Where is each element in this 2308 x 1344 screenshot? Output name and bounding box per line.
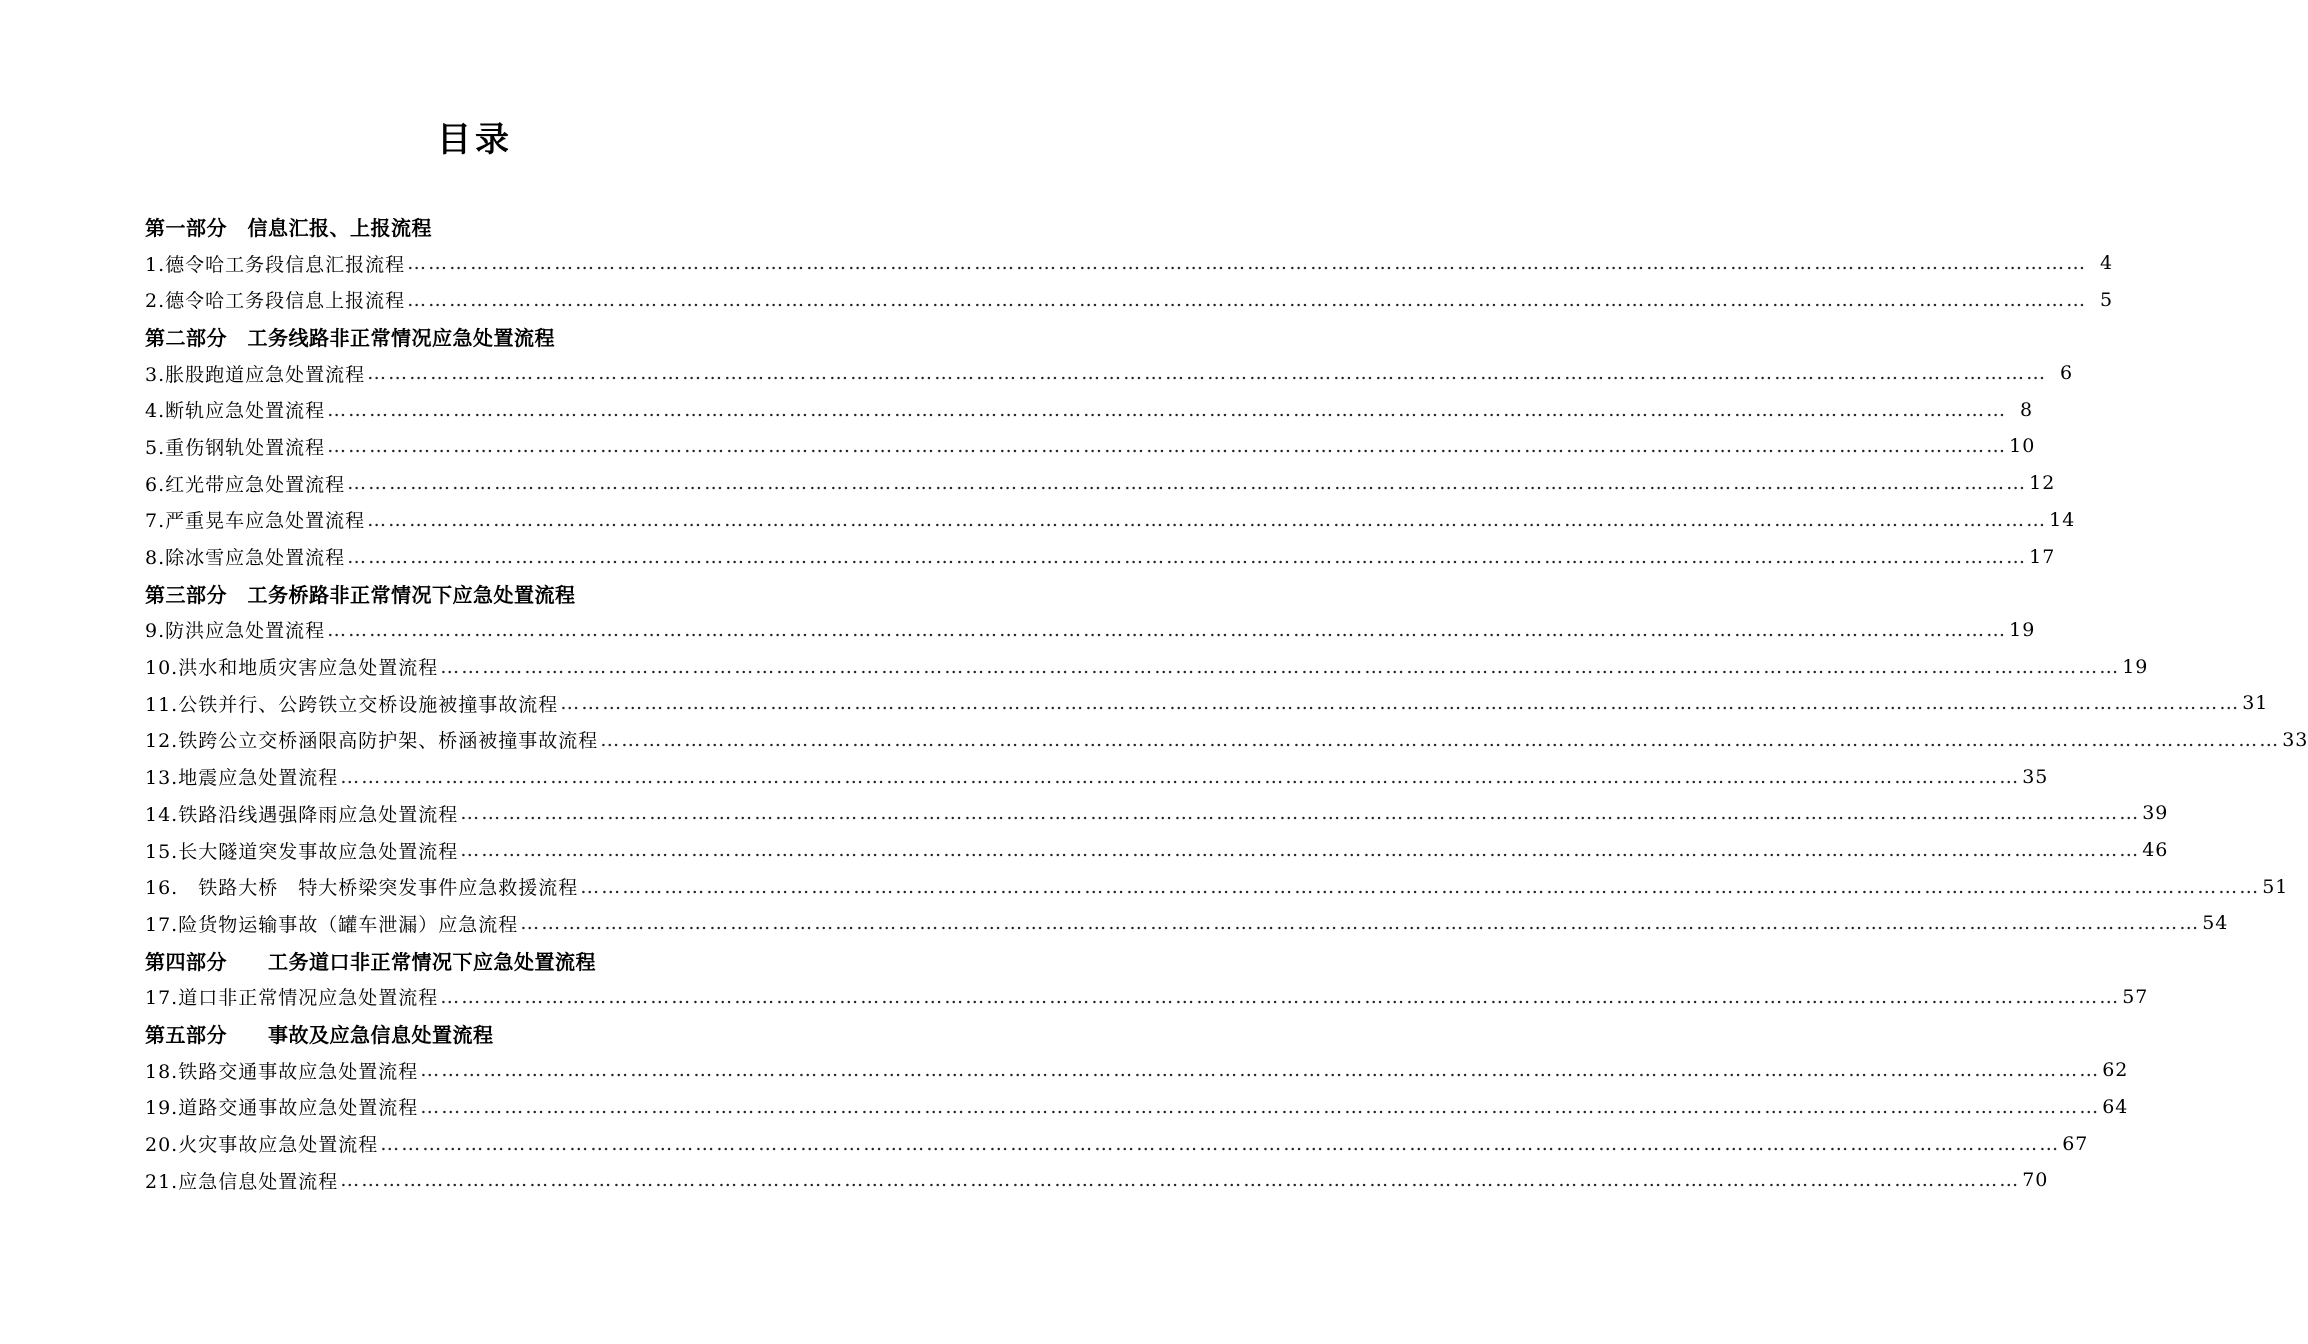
dot-leader: …………………………………………………………………………………………………………………………………………………………………………………………………………………… bbox=[327, 435, 2008, 458]
toc-entry[interactable] bbox=[145, 281, 2114, 318]
entry-page-number: 64 bbox=[2102, 1095, 2129, 1118]
toc-entry[interactable] bbox=[145, 1052, 2129, 1089]
entry-title: 13.地震应急处置流程 bbox=[145, 767, 339, 790]
entry-title: 17.险货物运输事故（罐车泄漏）应急流程 bbox=[145, 913, 519, 936]
entry-page-number: 6 bbox=[2060, 362, 2074, 385]
dot-leader: …………………………………………………………………………………………………………………………………………………………………………………………………………………… bbox=[420, 1059, 2101, 1082]
toc-entry[interactable] bbox=[145, 978, 2149, 1015]
dot-leader: …………………………………………………………………………………………………………………………………………………………………………………………………………………… bbox=[440, 985, 2121, 1008]
entry-title: 16. 铁路大桥 特大桥梁突发事件应急救援流程 bbox=[145, 877, 579, 900]
entry-page-number: 19 bbox=[2009, 618, 2036, 641]
toc-entry[interactable] bbox=[145, 722, 2308, 759]
toc-section-heading bbox=[145, 318, 805, 355]
dot-leader: …………………………………………………………………………………………………………………………………………………………………………………………………………………… bbox=[340, 765, 2021, 788]
entry-title: 17.道口非正常情况应急处置流程 bbox=[145, 987, 439, 1010]
entry-page-number: 35 bbox=[2022, 765, 2049, 788]
section-heading-text: 第二部分 工务线路非正常情况应急处置流程 bbox=[145, 325, 555, 350]
entry-page-number: 57 bbox=[2122, 985, 2149, 1008]
toc-entry[interactable] bbox=[145, 795, 2169, 832]
dot-leader: …………………………………………………………………………………………………………………………………………………………………………………………………………………… bbox=[560, 692, 2241, 715]
toc-entry[interactable] bbox=[145, 1089, 2129, 1126]
toc-entry[interactable] bbox=[145, 612, 2036, 649]
toc-section-heading bbox=[145, 208, 805, 245]
entry-title: 8.除冰雪应急处置流程 bbox=[145, 547, 346, 570]
dot-leader: …………………………………………………………………………………………………………………………………………………………………………………………………………………… bbox=[367, 362, 2048, 385]
page-title: 目录 bbox=[437, 120, 513, 160]
entry-page-number: 14 bbox=[2049, 508, 2076, 531]
toc-entry[interactable] bbox=[145, 905, 2229, 942]
toc-entry[interactable] bbox=[145, 868, 2289, 905]
toc-entry[interactable] bbox=[145, 832, 2169, 869]
entry-page-number: 8 bbox=[2020, 398, 2034, 421]
entry-title: 19.道路交通事故应急处置流程 bbox=[145, 1097, 419, 1120]
dot-leader: …………………………………………………………………………………………………………………………………………………………………………………………………………………… bbox=[440, 655, 2121, 678]
entry-page-number: 12 bbox=[2029, 472, 2056, 495]
toc-entry[interactable] bbox=[145, 538, 2056, 575]
entry-page-number: 19 bbox=[2122, 655, 2149, 678]
dot-leader: …………………………………………………………………………………………………………………………………………………………………………………………………………………… bbox=[347, 472, 2028, 495]
entry-page-number: 46 bbox=[2142, 839, 2169, 862]
entry-title: 14.铁路沿线遇强降雨应急处置流程 bbox=[145, 803, 459, 826]
toc-entry[interactable] bbox=[145, 245, 2114, 282]
entry-title: 15.长大隧道突发事故应急处置流程 bbox=[145, 840, 459, 863]
entry-title: 7.严重晃车应急处置流程 bbox=[145, 510, 366, 533]
dot-leader: …………………………………………………………………………………………………………………………………………………………………………………………………………………… bbox=[520, 912, 2201, 935]
toc-entry[interactable] bbox=[145, 355, 2074, 392]
entry-title: 3.胀股跑道应急处置流程 bbox=[145, 363, 366, 386]
entry-title: 18.铁路交通事故应急处置流程 bbox=[145, 1060, 419, 1083]
toc-entry[interactable] bbox=[145, 502, 2076, 539]
entry-title: 12.铁跨公立交桥涵限高防护架、桥涵被撞事故流程 bbox=[145, 730, 599, 753]
dot-leader: …………………………………………………………………………………………………………………………………………………………………………………………………………………… bbox=[407, 252, 2088, 275]
section-heading-text: 第五部分 事故及应急信息处置流程 bbox=[145, 1022, 494, 1047]
entry-page-number: 67 bbox=[2062, 1132, 2089, 1155]
entry-title: 1.德令哈工务段信息汇报流程 bbox=[145, 253, 406, 276]
section-heading-text: 第一部分 信息汇报、上报流程 bbox=[145, 215, 432, 240]
entry-page-number: 4 bbox=[2100, 252, 2114, 275]
toc-entry[interactable] bbox=[145, 648, 2149, 685]
toc-entry[interactable] bbox=[145, 465, 2056, 502]
entry-page-number: 5 bbox=[2100, 288, 2114, 311]
entry-title: 5.重伤钢轨处置流程 bbox=[145, 436, 326, 459]
table-of-contents bbox=[145, 208, 2308, 1199]
dot-leader: …………………………………………………………………………………………………………………………………………………………………………………………………………………… bbox=[460, 839, 2141, 862]
entry-page-number: 33 bbox=[2282, 728, 2308, 751]
entry-page-number: 54 bbox=[2202, 912, 2229, 935]
toc-entry[interactable] bbox=[145, 428, 2036, 465]
dot-leader: …………………………………………………………………………………………………………………………………………………………………………………………………………………… bbox=[600, 728, 2281, 751]
entry-title: 10.洪水和地质灾害应急处置流程 bbox=[145, 657, 439, 680]
dot-leader: …………………………………………………………………………………………………………………………………………………………………………………………………………………… bbox=[327, 398, 2008, 421]
entry-title: 9.防洪应急处置流程 bbox=[145, 620, 326, 643]
entry-title: 6.红光带应急处置流程 bbox=[145, 473, 346, 496]
dot-leader: …………………………………………………………………………………………………………………………………………………………………………………………………………………… bbox=[367, 508, 2048, 531]
toc-entry[interactable] bbox=[145, 391, 2034, 428]
dot-leader: …………………………………………………………………………………………………………………………………………………………………………………………………………………… bbox=[380, 1132, 2061, 1155]
entry-title: 4.断轨应急处置流程 bbox=[145, 400, 326, 423]
entry-title: 21.应急信息处置流程 bbox=[145, 1170, 339, 1193]
toc-entry[interactable] bbox=[145, 1162, 2049, 1199]
toc-entry[interactable] bbox=[145, 1125, 2089, 1162]
entry-page-number: 10 bbox=[2009, 435, 2036, 458]
section-heading-text: 第四部分 工务道口非正常情况下应急处置流程 bbox=[145, 949, 596, 974]
section-heading-text: 第三部分 工务桥路非正常情况下应急处置流程 bbox=[145, 582, 576, 607]
dot-leader: …………………………………………………………………………………………………………………………………………………………………………………………………………………… bbox=[347, 545, 2028, 568]
toc-section-heading bbox=[145, 942, 805, 979]
dot-leader: …………………………………………………………………………………………………………………………………………………………………………………………………………………… bbox=[407, 288, 2088, 311]
entry-title: 11.公铁并行、公跨铁立交桥设施被撞事故流程 bbox=[145, 693, 559, 716]
entry-page-number: 70 bbox=[2022, 1169, 2049, 1192]
dot-leader: …………………………………………………………………………………………………………………………………………………………………………………………………………………… bbox=[340, 1169, 2021, 1192]
toc-section-heading bbox=[145, 575, 805, 612]
dot-leader: …………………………………………………………………………………………………………………………………………………………………………………………………………………… bbox=[460, 802, 2141, 825]
entry-page-number: 51 bbox=[2262, 875, 2289, 898]
toc-section-heading bbox=[145, 1015, 805, 1052]
entry-page-number: 17 bbox=[2029, 545, 2056, 568]
entry-title: 20.火灾事故应急处置流程 bbox=[145, 1134, 379, 1157]
entry-page-number: 31 bbox=[2242, 692, 2269, 715]
entry-title: 2.德令哈工务段信息上报流程 bbox=[145, 290, 406, 313]
dot-leader: …………………………………………………………………………………………………………………………………………………………………………………………………………………… bbox=[580, 875, 2261, 898]
toc-entry[interactable] bbox=[145, 685, 2269, 722]
toc-entry[interactable] bbox=[145, 758, 2049, 795]
dot-leader: …………………………………………………………………………………………………………………………………………………………………………………………………………………… bbox=[420, 1095, 2101, 1118]
entry-page-number: 62 bbox=[2102, 1059, 2129, 1082]
dot-leader: …………………………………………………………………………………………………………………………………………………………………………………………………………………… bbox=[327, 618, 2008, 641]
entry-page-number: 39 bbox=[2142, 802, 2169, 825]
